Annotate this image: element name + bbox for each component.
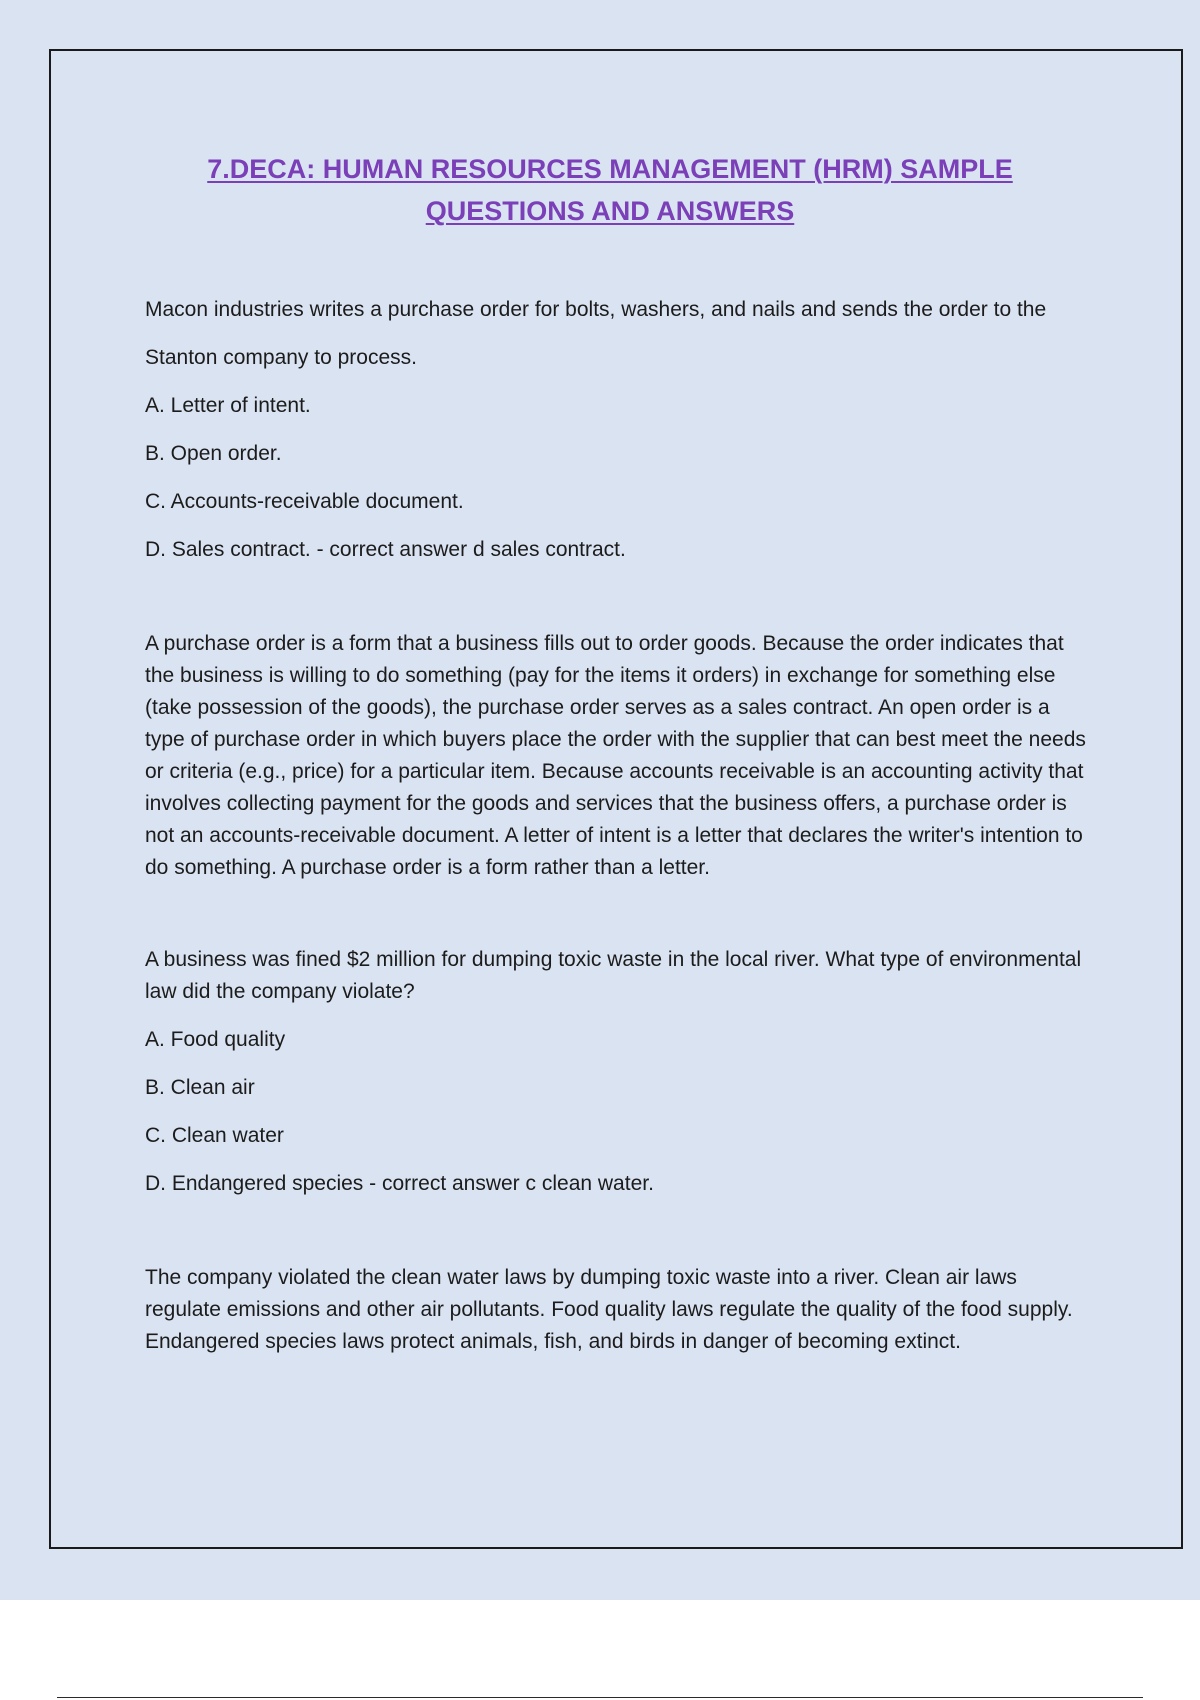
question-1-option-d: D. Sales contract. - correct answer d sales contract. — [145, 538, 626, 561]
question-1-option-b: B. Open order. — [145, 442, 282, 465]
question-2 — [145, 944, 1095, 1358]
question-1-stem-continued: Stanton company to process. — [145, 346, 417, 369]
question-1-option-a: A. Letter of intent. — [145, 394, 311, 417]
footer-divider — [57, 1697, 1143, 1698]
question-1-option-c: C. Accounts-receivable document. — [145, 490, 464, 513]
question-1 — [145, 294, 1095, 884]
question-2-option-d: D. Endangered species - correct answer c clean water. — [145, 1172, 654, 1195]
document-body — [145, 140, 1095, 1358]
title-line-1: 7.DECA: HUMAN RESOURCES MANAGEMENT (HRM) SAMPLE — [207, 154, 1013, 184]
question-1-stem: Macon industries writes a purchase order for bolts, washers, and nails and sends the order to the — [145, 298, 1047, 321]
question-1-explanation: A purchase order is a form that a business fills out to order goods. Because the order indicates that the business is willing to do something (pay for the items it orders) in exchange for something else (take possession of the goods), the purchase order serves as a sales contract. An open order is a type of purchase order in which buyers place the order with the supplier that can best meet the needs or criteria (e.g., price) for a particular item. Because accounts receivable is an accounting activity that involves collecting payment for the goods and services that the business offers, a purchase order is not an accounts-receivable document. A letter of intent is a letter that declares the writer's intention to do something. A purchase order is a form rather than a letter. — [145, 632, 1086, 879]
question-2-option-b: B. Clean air — [145, 1076, 255, 1099]
question-2-option-c: C. Clean water — [145, 1124, 284, 1147]
question-2-option-a: A. Food quality — [145, 1028, 286, 1051]
question-2-stem: A business was fined $2 million for dumping toxic waste in the local river. What type of environmental law did the company violate? — [145, 948, 1082, 1003]
question-2-explanation: The company violated the clean water laws by dumping toxic waste into a river. Clean air laws regulate emissions and other air pollutants. Food quality laws regulate the quality of the food supply. Endangered species laws protect animals, fish, and birds in danger of becoming extinct. — [145, 1266, 1073, 1353]
document-title — [125, 148, 1095, 232]
title-line-2: QUESTIONS AND ANSWERS — [425, 196, 795, 226]
